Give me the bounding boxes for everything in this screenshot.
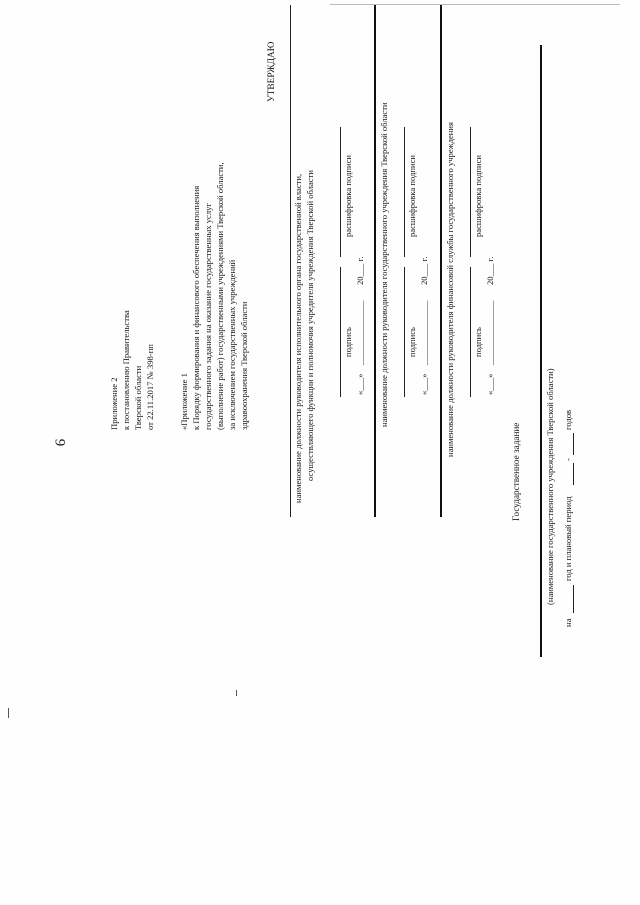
block3-sign-label: подпись (473, 327, 483, 357)
block1-caption-line-2: осуществляющего функции и полномочия учредителя учреждения Тверской области (305, 170, 315, 481)
period-end-blank (573, 433, 574, 455)
annex-line-6: здравоохранения Тверской области (239, 301, 249, 430)
period-mid: год и плановый период (563, 496, 573, 581)
org-name-caption: (наименование государственного учреждения Тверской области) (545, 368, 555, 605)
block2-decode-rule (404, 127, 405, 257)
header-line-1: Приложение 2 (109, 377, 119, 430)
block2-decode-label: расшифровка подписи (407, 154, 417, 237)
block3-date-year: 20___ г. (485, 256, 495, 285)
annex-line-5: за исключением государственных учреждений (227, 259, 237, 430)
period-year-blank (573, 585, 574, 613)
block2-date-year: 20___ г. (419, 256, 429, 285)
period-start-blank (573, 463, 574, 485)
block3-caption-line-1: наименование должности руководителя финансовой службы государственного учреждения (445, 122, 455, 457)
header-line-3: Тверской области (133, 365, 143, 430)
block2-sign-label: подпись (407, 327, 417, 357)
header-line-4: от 22.11.2017 № 398-пп (145, 344, 155, 430)
header-line-2: к постановлению Правительства (121, 310, 131, 430)
period-dash: - (563, 458, 573, 461)
block2-position-rule (374, 5, 376, 517)
scan-edge-mark (330, 4, 620, 5)
annex-line-2: к Порядку формирования и финансового обеспечения выполнения (191, 185, 201, 430)
page-number: 9 (51, 438, 68, 447)
period-suffix: годов (563, 409, 573, 430)
block2-date-open: «___» (419, 373, 429, 395)
annex-line-4: (выполнение работ) государственными учреждениями Тверской области, (215, 162, 225, 430)
scan-speck (8, 708, 9, 718)
block1-sign-label: подпись (343, 327, 353, 357)
annex-line-1: «Приложение 1 (179, 373, 189, 430)
block1-date-year: 20___ г. (355, 256, 365, 285)
document-title: Государственное задание (511, 422, 521, 521)
block1-date-month: _______________ (355, 300, 365, 365)
block2-caption-line-1: наименование должности руководителя государственного учреждения Тверской области (379, 102, 389, 427)
org-name-rule (540, 45, 542, 657)
block1-date-open: «___» (355, 373, 365, 395)
block1-caption-line-1: наименование должности руководителя исполнительного органа государственной власти, (293, 173, 303, 503)
block1-signature-rule (340, 267, 341, 397)
block3-signature-rule (470, 267, 471, 397)
block3-position-rule (440, 5, 442, 517)
approve-label: УТВЕРЖДАЮ (267, 41, 277, 102)
block3-decode-rule (470, 127, 471, 257)
annex-line-3: государственного задания на оказание государственных услуг (203, 203, 213, 430)
period-prefix: на (563, 618, 573, 627)
block3-date-open: «___» (485, 373, 495, 395)
block2-signature-rule (404, 267, 405, 397)
block1-decode-rule (340, 127, 341, 257)
block3-date-month: _______________ (485, 300, 495, 365)
block2-date-month: _______________ (419, 300, 429, 365)
block3-decode-label: расшифровка подписи (473, 154, 483, 237)
block1-position-rule (290, 5, 291, 517)
scan-speck (236, 690, 237, 696)
block1-decode-label: расшифровка подписи (343, 154, 353, 237)
